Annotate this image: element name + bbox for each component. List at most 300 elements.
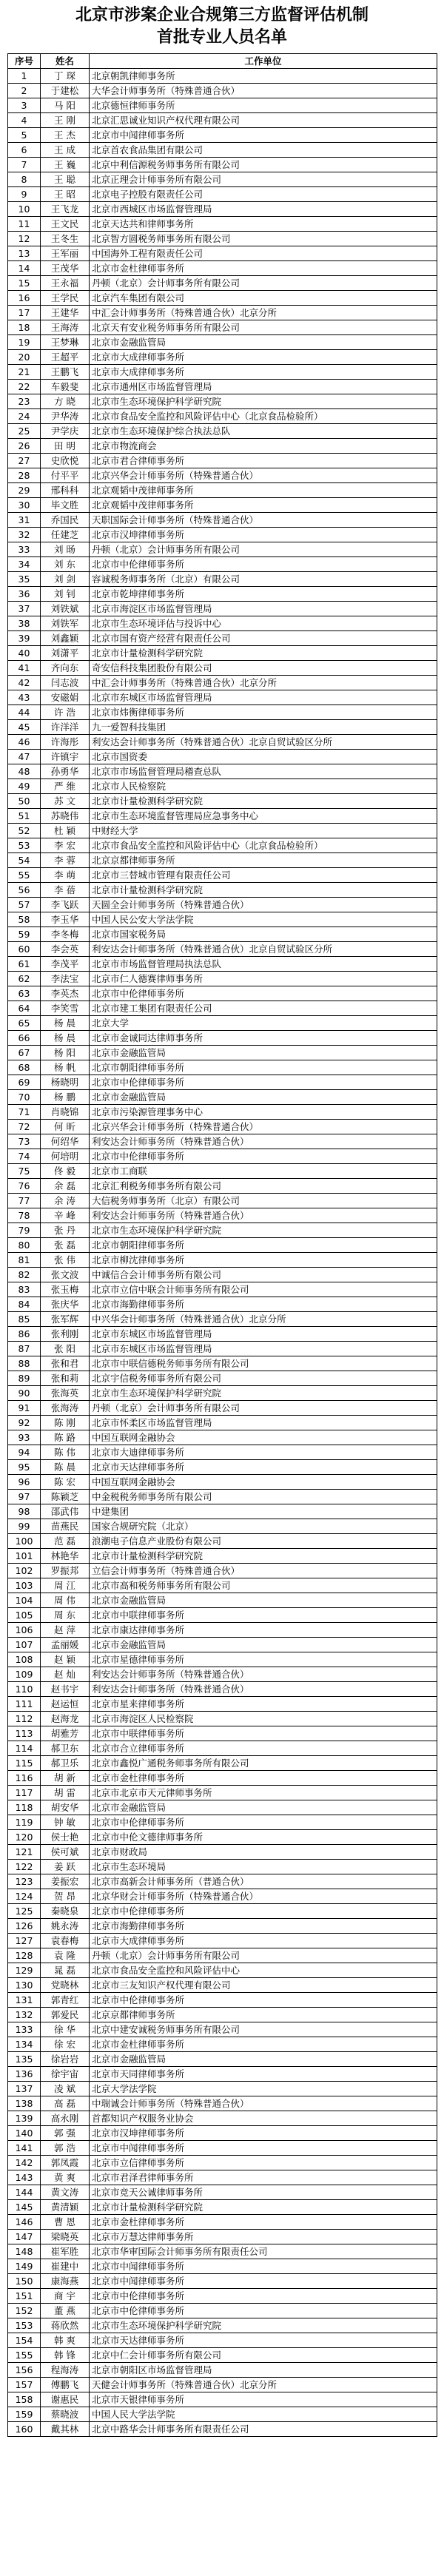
serial-cell: 30 — [8, 498, 41, 513]
table-row — [8, 1815, 437, 1830]
serial-cell: 51 — [8, 809, 41, 824]
employer-cell: 北京市金杜律师事务所 — [90, 2215, 437, 2230]
table-row — [8, 1386, 437, 1401]
employer-cell: 北京市中伦律师事务所 — [90, 2289, 437, 2304]
serial-cell: 44 — [8, 705, 41, 720]
serial-cell: 118 — [8, 1800, 41, 1815]
name-cell: 李 蓓 — [41, 883, 90, 898]
name-cell: 郝卫乐 — [41, 1756, 90, 1771]
name-cell: 许 浩 — [41, 705, 90, 720]
serial-cell: 17 — [8, 306, 41, 320]
name-cell: 辛 峰 — [41, 1208, 90, 1223]
serial-cell: 123 — [8, 1874, 41, 1889]
serial-cell: 105 — [8, 1608, 41, 1623]
name-cell: 黄文涛 — [41, 2185, 90, 2200]
serial-cell: 119 — [8, 1815, 41, 1830]
serial-cell: 74 — [8, 1149, 41, 1164]
name-cell: 田 明 — [41, 439, 90, 454]
name-cell: 张 磊 — [41, 1238, 90, 1253]
table-row — [8, 1016, 437, 1031]
employer-cell: 北京市东城区市场监督管理局 — [90, 690, 437, 705]
name-cell: 许镇宇 — [41, 750, 90, 764]
employer-cell: 北京市华审国际会计师事务所有限责任公司 — [90, 2244, 437, 2259]
employer-cell: 北京汇利税务师事务所有限公司 — [90, 1179, 437, 1194]
name-cell: 佟 毅 — [41, 1164, 90, 1179]
roster-table — [7, 53, 437, 2437]
name-cell: 刘铁斌 — [41, 602, 90, 616]
employer-cell: 中国互联网金融协会 — [90, 1475, 437, 1490]
serial-cell: 78 — [8, 1208, 41, 1223]
employer-cell: 北京市中闻律师事务所 — [90, 2274, 437, 2289]
employer-cell: 北京市朝阳区市场监督管理局 — [90, 2363, 437, 2378]
table-row — [8, 2126, 437, 2141]
name-cell: 余 磊 — [41, 1179, 90, 1194]
name-cell: 杨 帆 — [41, 1060, 90, 1075]
employer-cell: 北京市鑫悦广通税务师事务所有限公司 — [90, 1756, 437, 1771]
employer-cell: 北京华财会计师事务所（特殊普通合伙） — [90, 1889, 437, 1904]
employer-cell: 丹顿（北京）会计师事务所有限公司 — [90, 276, 437, 291]
serial-cell: 112 — [8, 1712, 41, 1726]
serial-cell: 98 — [8, 1504, 41, 1519]
name-cell: 胡雅芳 — [41, 1726, 90, 1741]
employer-cell: 北京市市场监督管理局稽查总队 — [90, 764, 437, 779]
employer-cell: 北京市计量检测科学研究院 — [90, 883, 437, 898]
serial-cell: 43 — [8, 690, 41, 705]
serial-cell: 12 — [8, 232, 41, 246]
name-cell: 杨 鹏 — [41, 1090, 90, 1105]
serial-cell: 104 — [8, 1593, 41, 1608]
serial-cell: 124 — [8, 1889, 41, 1904]
table-row — [8, 1534, 437, 1549]
employer-cell: 北京市合立律师事务所 — [90, 1741, 437, 1756]
table-row — [8, 2230, 437, 2244]
employer-cell: 首都知识产权服务业协会 — [90, 2111, 437, 2126]
serial-cell: 45 — [8, 720, 41, 735]
name-cell: 张和莉 — [41, 1371, 90, 1386]
serial-cell: 113 — [8, 1726, 41, 1741]
serial-cell: 50 — [8, 794, 41, 809]
serial-cell: 2 — [8, 84, 41, 98]
name-cell: 王 巍 — [41, 158, 90, 172]
name-cell: 苏 文 — [41, 794, 90, 809]
name-cell: 严 维 — [41, 779, 90, 794]
name-cell: 徐 华 — [41, 2022, 90, 2037]
header-name: 姓名 — [41, 54, 90, 69]
name-cell: 李 蓉 — [41, 853, 90, 868]
table-row — [8, 661, 437, 676]
table-row — [8, 557, 437, 572]
table-row — [8, 1919, 437, 1934]
employer-cell: 北京天有安业税务师事务所有限公司 — [90, 320, 437, 335]
table-row — [8, 720, 437, 735]
name-cell: 王梦琳 — [41, 335, 90, 350]
table-row — [8, 1297, 437, 1312]
table-row — [8, 98, 437, 113]
employer-cell: 北京市中伦律师事务所 — [90, 557, 437, 572]
employer-cell: 北京市金融监管局 — [90, 1090, 437, 1105]
employer-cell: 北京市中闻律师事务所 — [90, 2259, 437, 2274]
table-row — [8, 587, 437, 602]
name-cell: 张文波 — [41, 1268, 90, 1282]
employer-cell: 中国人民公安大学法学院 — [90, 912, 437, 927]
employer-cell: 北京市中联律师事务所 — [90, 1726, 437, 1741]
table-row — [8, 1504, 437, 1519]
serial-cell: 95 — [8, 1460, 41, 1475]
serial-cell: 132 — [8, 2008, 41, 2022]
table-row — [8, 1090, 437, 1105]
name-cell: 董 燕 — [41, 2304, 90, 2318]
table-row — [8, 394, 437, 409]
employer-cell: 北京市大成律师事务所 — [90, 365, 437, 380]
employer-cell: 北京中路华会计师事务所有限责任公司 — [90, 2422, 437, 2437]
table-row — [8, 1327, 437, 1342]
table-row — [8, 2170, 437, 2185]
employer-cell: 北京市金融监管局 — [90, 335, 437, 350]
employer-cell: 北京市大成律师事务所 — [90, 1934, 437, 1948]
name-cell: 陈颖芝 — [41, 1490, 90, 1504]
name-cell: 尹学庆 — [41, 424, 90, 439]
serial-cell: 24 — [8, 409, 41, 424]
name-cell: 郭 强 — [41, 2126, 90, 2141]
table-row — [8, 2318, 437, 2333]
table-row — [8, 676, 437, 690]
table-row — [8, 2096, 437, 2111]
employer-cell: 北京市中闻律师事务所 — [90, 2141, 437, 2156]
serial-cell: 32 — [8, 528, 41, 542]
name-cell: 张海英 — [41, 1386, 90, 1401]
table-row — [8, 1934, 437, 1948]
serial-cell: 140 — [8, 2126, 41, 2141]
name-cell: 史欣悦 — [41, 454, 90, 468]
name-cell: 刘 剑 — [41, 572, 90, 587]
employer-cell: 北京市食品安全监控和风险评估中心（北京食品检验所） — [90, 838, 437, 853]
employer-cell: 北京首农食品集团有限公司 — [90, 143, 437, 158]
employer-cell: 大华会计师事务所（特殊普通合伙） — [90, 84, 437, 98]
serial-cell: 76 — [8, 1179, 41, 1194]
name-cell: 陈 路 — [41, 1430, 90, 1445]
employer-cell: 中金税税务师事务所有限公司 — [90, 1490, 437, 1504]
serial-cell: 86 — [8, 1327, 41, 1342]
name-cell: 李茂平 — [41, 957, 90, 972]
employer-cell: 中兴华会计师事务所（特殊普通合伙）北京分所 — [90, 1312, 437, 1327]
employer-cell: 北京市中伦律师事务所 — [90, 1993, 437, 2008]
name-cell: 高 磊 — [41, 2096, 90, 2111]
table-row — [8, 246, 437, 261]
name-cell: 罗振邦 — [41, 1564, 90, 1578]
employer-cell: 利安达会计师事务所（特殊普通合伙） — [90, 1208, 437, 1223]
employer-cell: 北京观韬中茂律师事务所 — [90, 483, 437, 498]
table-row — [8, 69, 437, 84]
employer-cell: 北京市高和税务师事务所有限公司 — [90, 1578, 437, 1593]
employer-cell: 利安达会计师事务所（特殊普通合伙）北京自贸试验区分所 — [90, 942, 437, 957]
name-cell: 王 刚 — [41, 113, 90, 128]
serial-cell: 136 — [8, 2067, 41, 2082]
employer-cell: 北京市东城区市场监督管理局 — [90, 1342, 437, 1356]
employer-cell: 北京市西城区市场监督管理局 — [90, 202, 437, 217]
table-row — [8, 1593, 437, 1608]
serial-cell: 90 — [8, 1386, 41, 1401]
employer-cell: 北京市生态环境保护综合执法总队 — [90, 424, 437, 439]
table-row — [8, 705, 437, 720]
employer-cell: 北京市中伦文德律师事务所 — [90, 1830, 437, 1845]
table-row — [8, 1149, 437, 1164]
serial-cell: 131 — [8, 1993, 41, 2008]
serial-cell: 33 — [8, 542, 41, 557]
employer-cell: 北京市金诚同达律师事务所 — [90, 1031, 437, 1046]
table-row — [8, 261, 437, 276]
table-row — [8, 454, 437, 468]
employer-cell: 北京市中伦律师事务所 — [90, 1815, 437, 1830]
serial-cell: 6 — [8, 143, 41, 158]
employer-cell: 北京市中联信德税务师事务所有限公司 — [90, 1356, 437, 1371]
serial-cell: 35 — [8, 572, 41, 587]
serial-cell: 138 — [8, 2096, 41, 2111]
serial-cell: 27 — [8, 454, 41, 468]
name-cell: 徐岩岩 — [41, 2052, 90, 2067]
name-cell: 王军丽 — [41, 246, 90, 261]
employer-cell: 丹顿（北京）会计师事务所有限公司 — [90, 542, 437, 557]
serial-cell: 41 — [8, 661, 41, 676]
name-cell: 李英杰 — [41, 986, 90, 1001]
employer-cell: 中国海外工程有限责任公司 — [90, 246, 437, 261]
serial-cell: 102 — [8, 1564, 41, 1578]
name-cell: 周 伟 — [41, 1593, 90, 1608]
name-cell: 黄 爽 — [41, 2170, 90, 2185]
table-row — [8, 2082, 437, 2096]
table-row — [8, 972, 437, 986]
employer-cell: 北京市生态环境保护科学研究院 — [90, 2318, 437, 2333]
serial-cell: 157 — [8, 2378, 41, 2392]
employer-cell: 北京市工商联 — [90, 1164, 437, 1179]
name-cell: 付平平 — [41, 468, 90, 483]
name-cell: 李飞跃 — [41, 898, 90, 912]
employer-cell: 北京京都律师事务所 — [90, 853, 437, 868]
employer-cell: 北京市金杜律师事务所 — [90, 1771, 437, 1786]
employer-cell: 国家合规研究院（北京） — [90, 1519, 437, 1534]
serial-cell: 108 — [8, 1652, 41, 1667]
table-row — [8, 1075, 437, 1090]
serial-cell: 3 — [8, 98, 41, 113]
name-cell: 王飞龙 — [41, 202, 90, 217]
table-row — [8, 2215, 437, 2230]
name-cell: 张利刚 — [41, 1327, 90, 1342]
employer-cell: 北京汽车集团有限公司 — [90, 291, 437, 306]
table-row — [8, 350, 437, 365]
table-header-row — [8, 54, 437, 69]
serial-cell: 4 — [8, 113, 41, 128]
employer-cell: 北京市天达律师事务所 — [90, 2333, 437, 2348]
name-cell: 邵武伟 — [41, 1504, 90, 1519]
serial-cell: 144 — [8, 2185, 41, 2200]
name-cell: 何培明 — [41, 1149, 90, 1164]
serial-cell: 69 — [8, 1075, 41, 1090]
table-row — [8, 1342, 437, 1356]
employer-cell: 北京市炜衡律师事务所 — [90, 705, 437, 720]
name-cell: 肖晓锦 — [41, 1105, 90, 1120]
name-cell: 陈 晨 — [41, 1460, 90, 1475]
table-row — [8, 158, 437, 172]
serial-cell: 126 — [8, 1919, 41, 1934]
employer-cell: 北京市大迪律师事务所 — [90, 1445, 437, 1460]
employer-cell: 中诚信合会计师事务所有限公司 — [90, 1268, 437, 1282]
serial-cell: 107 — [8, 1638, 41, 1652]
employer-cell: 天职国际会计师事务所（特殊普通合伙） — [90, 513, 437, 528]
serial-cell: 148 — [8, 2244, 41, 2259]
serial-cell: 96 — [8, 1475, 41, 1490]
serial-cell: 159 — [8, 2407, 41, 2422]
employer-cell: 北京市仁人德赛律师事务所 — [90, 972, 437, 986]
employer-cell: 北京市中联律师事务所 — [90, 1608, 437, 1623]
serial-cell: 13 — [8, 246, 41, 261]
table-row — [8, 1282, 437, 1297]
serial-cell: 80 — [8, 1238, 41, 1253]
table-row — [8, 1371, 437, 1386]
employer-cell: 北京市中伦律师事务所 — [90, 1149, 437, 1164]
employer-cell: 丹顿（北京）会计师事务所有限公司 — [90, 1948, 437, 1963]
employer-cell: 中瑞诚会计师事务所（特殊普通合伙） — [90, 2096, 437, 2111]
serial-cell: 100 — [8, 1534, 41, 1549]
name-cell: 张 丹 — [41, 1223, 90, 1238]
table-row — [8, 1356, 437, 1371]
table-row — [8, 1889, 437, 1904]
name-cell: 商 宇 — [41, 2289, 90, 2304]
table-row — [8, 172, 437, 187]
employer-cell: 北京市金融监管局 — [90, 1800, 437, 1815]
serial-cell: 29 — [8, 483, 41, 498]
table-row — [8, 84, 437, 98]
name-cell: 赵 颖 — [41, 1652, 90, 1667]
serial-cell: 150 — [8, 2274, 41, 2289]
serial-cell: 54 — [8, 853, 41, 868]
employer-cell: 北京市天达律师事务所 — [90, 1460, 437, 1475]
table-row — [8, 2185, 437, 2200]
name-cell: 秦晓泉 — [41, 1904, 90, 1919]
table-row — [8, 1519, 437, 1534]
name-cell: 李冬梅 — [41, 927, 90, 942]
name-cell: 傅鹏飞 — [41, 2378, 90, 2392]
table-row — [8, 883, 437, 898]
name-cell: 晁 磊 — [41, 1963, 90, 1978]
employer-cell: 北京市金融监管局 — [90, 1046, 437, 1060]
name-cell: 王超平 — [41, 350, 90, 365]
employer-cell: 北京宇信税务师事务所有限公司 — [90, 1371, 437, 1386]
serial-cell: 121 — [8, 1845, 41, 1860]
name-cell: 余 涛 — [41, 1194, 90, 1208]
name-cell: 乔国民 — [41, 513, 90, 528]
table-row — [8, 2200, 437, 2215]
name-cell: 王 杰 — [41, 128, 90, 143]
table-row — [8, 1031, 437, 1046]
employer-cell: 北京市计量检测科学研究院 — [90, 2200, 437, 2215]
serial-cell: 160 — [8, 2422, 41, 2437]
employer-cell: 北京市金融监管局 — [90, 2052, 437, 2067]
serial-cell: 14 — [8, 261, 41, 276]
employer-cell: 北京市汉坤律师事务所 — [90, 2126, 437, 2141]
name-cell: 方 晓 — [41, 394, 90, 409]
name-cell: 尹华涛 — [41, 409, 90, 424]
employer-cell: 北京市生态环境局 — [90, 1860, 437, 1874]
employer-cell: 北京市海勤律师事务所 — [90, 1919, 437, 1934]
employer-cell: 北京正理会计师事务所有限公司 — [90, 172, 437, 187]
name-cell: 梁晓英 — [41, 2230, 90, 2244]
table-row — [8, 320, 437, 335]
table-row — [8, 794, 437, 809]
table-row — [8, 1845, 437, 1860]
employer-cell: 天健会计师事务所（特殊普通合伙）北京分所 — [90, 2378, 437, 2392]
serial-cell: 125 — [8, 1904, 41, 1919]
serial-cell: 31 — [8, 513, 41, 528]
table-row — [8, 2289, 437, 2304]
table-row — [8, 217, 437, 232]
employer-cell: 北京市星德律师事务所 — [90, 1652, 437, 1667]
table-row — [8, 853, 437, 868]
table-row — [8, 187, 437, 202]
table-row — [8, 1001, 437, 1016]
serial-cell: 122 — [8, 1860, 41, 1874]
serial-cell: 153 — [8, 2318, 41, 2333]
name-cell: 康海燕 — [41, 2274, 90, 2289]
header-employer: 工作单位 — [90, 54, 437, 69]
table-row — [8, 1608, 437, 1623]
employer-cell: 北京大学 — [90, 1016, 437, 1031]
employer-cell: 北京市海淀区人民检察院 — [90, 1712, 437, 1726]
employer-cell: 北京市计量检测科学研究院 — [90, 794, 437, 809]
serial-cell: 22 — [8, 380, 41, 394]
name-cell: 李会英 — [41, 942, 90, 957]
name-cell: 曹 恩 — [41, 2215, 90, 2230]
table-row — [8, 1726, 437, 1741]
table-row — [8, 1046, 437, 1060]
employer-cell: 北京朝凯律师事务所 — [90, 69, 437, 84]
table-row — [8, 113, 437, 128]
employer-cell: 利安达会计师事务所（特殊普通合伙） — [90, 1682, 437, 1697]
employer-cell: 北京市柳沈律师事务所 — [90, 1253, 437, 1268]
name-cell: 姜 跃 — [41, 1860, 90, 1874]
name-cell: 韩 锋 — [41, 2348, 90, 2363]
name-cell: 马 阳 — [41, 98, 90, 113]
employer-cell: 北京兴华会计师事务所（特殊普通合伙） — [90, 1120, 437, 1134]
employer-cell: 北京市金融监管局 — [90, 1638, 437, 1652]
name-cell: 凌 斌 — [41, 2082, 90, 2096]
name-cell: 郝卫东 — [41, 1741, 90, 1756]
employer-cell: 北京市金杜律师事务所 — [90, 2037, 437, 2052]
table-row — [8, 335, 437, 350]
table-row — [8, 1756, 437, 1771]
table-row — [8, 572, 437, 587]
table-row — [8, 2111, 437, 2126]
name-cell: 谢惠民 — [41, 2392, 90, 2407]
name-cell: 袁春梅 — [41, 1934, 90, 1948]
name-cell: 车毅斐 — [41, 380, 90, 394]
employer-cell: 北京市生态环境评估与投诉中心 — [90, 616, 437, 631]
table-row — [8, 1741, 437, 1756]
table-row — [8, 1978, 437, 1993]
employer-cell: 丹顿（北京）会计师事务所有限公司 — [90, 1401, 437, 1416]
name-cell: 崔建中 — [41, 2259, 90, 2274]
table-row — [8, 809, 437, 824]
name-cell: 孙勇华 — [41, 764, 90, 779]
employer-cell: 北京市星来律师事务所 — [90, 1697, 437, 1712]
name-cell: 郭凤霞 — [41, 2156, 90, 2170]
employer-cell: 北京电子控股有限责任公司 — [90, 187, 437, 202]
serial-cell: 75 — [8, 1164, 41, 1179]
name-cell: 陈 宏 — [41, 1475, 90, 1490]
serial-cell: 73 — [8, 1134, 41, 1149]
table-row — [8, 1268, 437, 1282]
employer-cell: 北京市计量检测科学研究院 — [90, 646, 437, 661]
name-cell: 王海涛 — [41, 320, 90, 335]
serial-cell: 139 — [8, 2111, 41, 2126]
